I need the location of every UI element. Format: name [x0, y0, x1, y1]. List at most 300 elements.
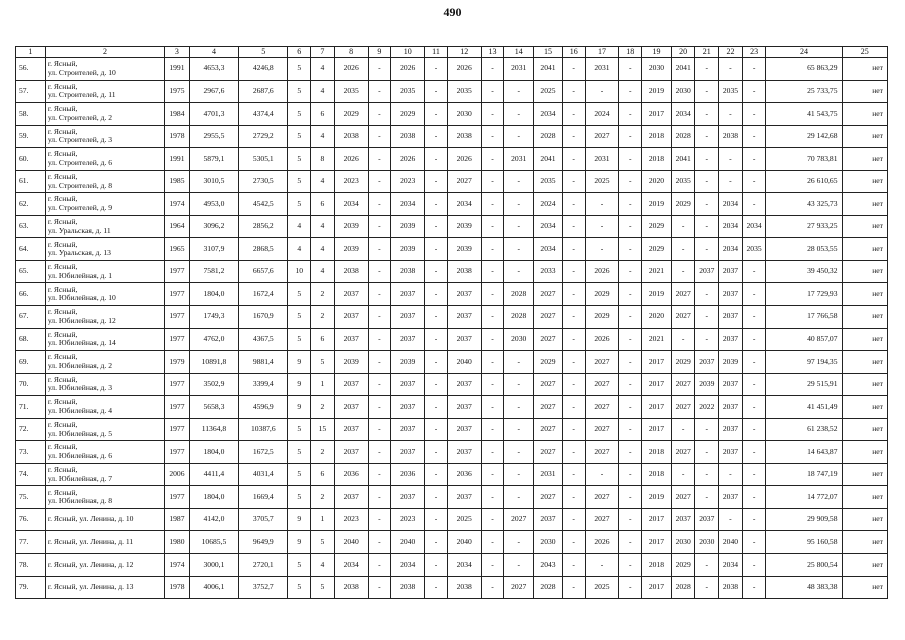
table-cell: 2039 — [447, 215, 481, 238]
table-cell: 2687,6 — [239, 80, 288, 103]
table-cell — [45, 373, 164, 396]
address-line: ул. Юбилейная, д. 8 — [47, 496, 112, 506]
table-cell: 2730,5 — [239, 170, 288, 193]
table-cell: - — [719, 103, 743, 126]
table-cell: 1978 — [165, 576, 190, 599]
table-cell: 65 863,29 — [766, 58, 842, 81]
table-cell: 3705,7 — [239, 508, 288, 531]
table-cell: 2027 — [534, 441, 563, 464]
table-cell: - — [562, 373, 585, 396]
table-cell: 2028 — [504, 283, 534, 306]
column-header: 21 — [695, 47, 719, 58]
table-cell: 2017 — [642, 508, 672, 531]
table-cell: 4 — [311, 260, 335, 283]
address-line: ул. Строителей, д. 8 — [47, 180, 113, 190]
table-cell: - — [425, 486, 448, 509]
table-cell: 1672,4 — [239, 283, 288, 306]
table-cell: 2039 — [391, 351, 425, 374]
table-cell: 2038 — [391, 125, 425, 148]
table-cell: 2035 — [334, 80, 368, 103]
table-cell: - — [619, 260, 642, 283]
address-line: ул. Строителей, д. 9 — [47, 203, 113, 213]
table-cell: 2037 — [719, 260, 743, 283]
table-cell: 4 — [311, 554, 335, 577]
column-header: 19 — [642, 47, 672, 58]
table-cell: 2868,5 — [239, 238, 288, 261]
table-cell: - — [425, 148, 448, 171]
table-cell: 62. — [16, 193, 46, 216]
table-cell: 2029 — [585, 306, 619, 329]
table-cell: - — [742, 306, 766, 329]
table-cell: 2037 — [719, 283, 743, 306]
table-cell: 68. — [16, 328, 46, 351]
table-cell: нет — [842, 508, 888, 531]
address-line: г. Ясный, — [47, 262, 78, 272]
table-cell: 1977 — [165, 306, 190, 329]
table-cell: - — [562, 351, 585, 374]
table-cell: - — [562, 260, 585, 283]
table-cell: 2025 — [534, 80, 563, 103]
table-cell: - — [671, 463, 695, 486]
table-cell: 2021 — [642, 328, 672, 351]
table-cell: 1669,4 — [239, 486, 288, 509]
table-cell: 2034 — [534, 238, 563, 261]
table-cell: 2029 — [642, 238, 672, 261]
table-cell: - — [481, 125, 504, 148]
table-cell: 43 325,73 — [766, 193, 842, 216]
table-cell: - — [368, 306, 391, 329]
table-cell: 5 — [288, 125, 311, 148]
table-cell: - — [695, 328, 719, 351]
table-cell: 2040 — [447, 531, 481, 554]
table-cell: нет — [842, 463, 888, 486]
table-cell: 1987 — [165, 508, 190, 531]
table-cell: 2 — [311, 441, 335, 464]
table-cell: 5 — [288, 283, 311, 306]
column-header: 23 — [742, 47, 766, 58]
table-cell: - — [695, 554, 719, 577]
table-cell: 63. — [16, 215, 46, 238]
table-cell: 2041 — [671, 148, 695, 171]
table-cell: 5 — [288, 170, 311, 193]
table-cell: - — [619, 103, 642, 126]
table-cell: 2037 — [391, 373, 425, 396]
table-cell: 28 053,55 — [766, 238, 842, 261]
table-cell: 9 — [288, 396, 311, 419]
table-cell: 2023 — [391, 508, 425, 531]
table-cell: 2018 — [642, 148, 672, 171]
table-cell: 2031 — [585, 58, 619, 81]
table-cell: 2028 — [534, 576, 563, 599]
table-cell: - — [562, 463, 585, 486]
table-cell: - — [695, 58, 719, 81]
table-cell: 73. — [16, 441, 46, 464]
table-cell: - — [481, 351, 504, 374]
table-cell: 95 160,58 — [766, 531, 842, 554]
table-cell: 2028 — [671, 576, 695, 599]
table-cell: нет — [842, 418, 888, 441]
table-cell: 25 733,75 — [766, 80, 842, 103]
table-cell: 2967,6 — [189, 80, 238, 103]
table-cell: - — [504, 238, 534, 261]
table-cell: - — [671, 418, 695, 441]
table-cell: 2027 — [585, 351, 619, 374]
table-row — [16, 80, 888, 103]
table-cell: - — [504, 463, 534, 486]
table-cell: 2024 — [585, 103, 619, 126]
table-cell: г. Ясный, ул. Ленина, д. 13 — [45, 576, 164, 599]
table-cell: 2037 — [534, 508, 563, 531]
table-row — [16, 215, 888, 238]
table-cell: 4953,0 — [189, 193, 238, 216]
table-cell: 2037 — [447, 373, 481, 396]
table-cell: 2038 — [447, 260, 481, 283]
table-cell: - — [425, 306, 448, 329]
table-cell: 2037 — [391, 486, 425, 509]
table-cell: - — [481, 396, 504, 419]
table-cell: - — [425, 441, 448, 464]
table-cell: 2037 — [719, 328, 743, 351]
table-row — [16, 148, 888, 171]
table-cell: 1977 — [165, 441, 190, 464]
table-cell: - — [695, 148, 719, 171]
table-cell: 1 — [311, 508, 335, 531]
table-cell: 2040 — [391, 531, 425, 554]
table-cell: нет — [842, 373, 888, 396]
table-cell: 4542,5 — [239, 193, 288, 216]
table-cell: нет — [842, 58, 888, 81]
address-line: ул. Строителей, д. 3 — [47, 135, 113, 145]
table-cell: - — [742, 373, 766, 396]
column-header: 22 — [719, 47, 743, 58]
table-cell: 4 — [288, 215, 311, 238]
table-cell: 2037 — [334, 373, 368, 396]
table-cell: 2030 — [695, 531, 719, 554]
table-cell: - — [481, 103, 504, 126]
table-cell: - — [481, 306, 504, 329]
table-cell: - — [425, 554, 448, 577]
table-cell: 1977 — [165, 328, 190, 351]
table-cell: 4 — [311, 80, 335, 103]
table-cell: 2017 — [642, 373, 672, 396]
table-cell: - — [585, 554, 619, 577]
table-cell: 2027 — [534, 373, 563, 396]
table-cell: 14 643,87 — [766, 441, 842, 464]
table-cell: - — [481, 58, 504, 81]
table-cell: 2038 — [447, 576, 481, 599]
table-cell: - — [425, 418, 448, 441]
table-cell: 67. — [16, 306, 46, 329]
table-cell: - — [562, 103, 585, 126]
table-cell: 1974 — [165, 554, 190, 577]
table-cell — [45, 396, 164, 419]
address-line: г. Ясный, — [47, 217, 78, 226]
table-cell: 2006 — [165, 463, 190, 486]
table-cell: 2017 — [642, 531, 672, 554]
address-line: ул. Юбилейная, д. 14 — [47, 338, 116, 348]
table-cell: 97 194,35 — [766, 351, 842, 374]
table-cell: - — [425, 396, 448, 419]
table-cell: 2027 — [671, 283, 695, 306]
table-cell: - — [742, 58, 766, 81]
table-cell: 2029 — [391, 103, 425, 126]
table-cell: - — [695, 418, 719, 441]
table-cell: 1 — [311, 373, 335, 396]
table-cell: 3010,5 — [189, 170, 238, 193]
table-cell: - — [368, 260, 391, 283]
table-row — [16, 418, 888, 441]
table-cell: - — [562, 215, 585, 238]
table-cell: 1977 — [165, 418, 190, 441]
table-cell: - — [562, 125, 585, 148]
table-cell: 2030 — [671, 80, 695, 103]
table-cell: нет — [842, 193, 888, 216]
table-cell: 2034 — [671, 103, 695, 126]
address-line: г. Ясный, — [47, 329, 78, 339]
table-cell: 1975 — [165, 80, 190, 103]
table-cell: 2020 — [642, 306, 672, 329]
table-cell: 2038 — [391, 576, 425, 599]
table-cell: - — [425, 170, 448, 193]
table-cell: - — [425, 238, 448, 261]
table-cell: - — [368, 463, 391, 486]
table-cell: - — [481, 193, 504, 216]
table-cell: г. Ясный, ул. Ленина, д. 12 — [45, 554, 164, 577]
address-line: ул. Юбилейная, д. 5 — [47, 428, 112, 438]
table-cell: - — [504, 418, 534, 441]
table-cell: - — [425, 576, 448, 599]
table-cell: 2037 — [334, 396, 368, 419]
column-header: 15 — [534, 47, 563, 58]
table-cell: 1977 — [165, 260, 190, 283]
address-line: ул. Юбилейная, д. 4 — [47, 405, 112, 415]
table-cell: 66. — [16, 283, 46, 306]
table-cell: 6 — [311, 193, 335, 216]
table-cell: 65. — [16, 260, 46, 283]
table-cell: 76. — [16, 508, 46, 531]
table-cell: 2027 — [585, 418, 619, 441]
table-cell: 9649,9 — [239, 531, 288, 554]
address-line: г. Ясный, — [47, 419, 78, 429]
table-cell: - — [619, 418, 642, 441]
table-cell: 17 729,93 — [766, 283, 842, 306]
table-cell: - — [619, 80, 642, 103]
table-cell — [45, 486, 164, 509]
table-cell: - — [742, 463, 766, 486]
table-cell: - — [585, 193, 619, 216]
table-row — [16, 396, 888, 419]
table-cell: 4653,3 — [189, 58, 238, 81]
table-cell: 2037 — [447, 283, 481, 306]
column-header: 1 — [16, 47, 46, 58]
table-cell: - — [619, 215, 642, 238]
table-cell: 2040 — [447, 351, 481, 374]
table-cell: нет — [842, 215, 888, 238]
column-header: 20 — [671, 47, 695, 58]
address-line: ул. Юбилейная, д. 7 — [47, 473, 112, 483]
table-cell: 1977 — [165, 373, 190, 396]
table-cell: - — [481, 328, 504, 351]
table-cell: 5 — [288, 486, 311, 509]
table-cell: - — [742, 418, 766, 441]
table-cell: 2 — [311, 396, 335, 419]
table-cell: 6 — [311, 103, 335, 126]
table-cell: - — [562, 306, 585, 329]
table-cell: 4 — [288, 238, 311, 261]
table-cell: 2729,2 — [239, 125, 288, 148]
column-header: 24 — [766, 47, 842, 58]
address-line: ул. Юбилейная, д. 12 — [47, 315, 116, 325]
table-cell: 2037 — [447, 486, 481, 509]
table-cell: 5 — [288, 193, 311, 216]
table-cell: 2037 — [391, 441, 425, 464]
table-cell: 2027 — [585, 508, 619, 531]
table-cell: 4762,0 — [189, 328, 238, 351]
table-cell: - — [742, 486, 766, 509]
table-cell: 2038 — [719, 125, 743, 148]
table-cell: 2031 — [534, 463, 563, 486]
table-cell: - — [481, 260, 504, 283]
table-cell: 2027 — [534, 328, 563, 351]
table-cell: 3000,1 — [189, 554, 238, 577]
table-row — [16, 441, 888, 464]
table-cell: 2027 — [585, 441, 619, 464]
table-cell: нет — [842, 351, 888, 374]
table-cell: 2023 — [334, 508, 368, 531]
table-cell: 5 — [288, 328, 311, 351]
table-cell: - — [425, 193, 448, 216]
table-cell: 2720,1 — [239, 554, 288, 577]
table-cell: 5305,1 — [239, 148, 288, 171]
table-cell: - — [695, 125, 719, 148]
address-line: ул. Юбилейная, д. 6 — [47, 451, 112, 461]
table-cell: 2031 — [504, 58, 534, 81]
table-cell: 7581,2 — [189, 260, 238, 283]
address-line: г. Ясный, — [47, 81, 78, 91]
table-cell: 60. — [16, 148, 46, 171]
table-cell: 5 — [288, 80, 311, 103]
table-cell: 2017 — [642, 396, 672, 419]
address-line: г. Ясный, — [47, 352, 78, 362]
table-cell: 2027 — [585, 396, 619, 419]
table-cell: 5658,3 — [189, 396, 238, 419]
table-cell: - — [481, 80, 504, 103]
table-cell: - — [742, 193, 766, 216]
table-cell: - — [619, 508, 642, 531]
table-cell: 4 — [311, 215, 335, 238]
table-cell: 2033 — [534, 260, 563, 283]
table-row — [16, 576, 888, 599]
table-cell: 2027 — [671, 373, 695, 396]
table-cell: 1977 — [165, 283, 190, 306]
table-cell: - — [742, 396, 766, 419]
table-row — [16, 531, 888, 554]
table-cell: - — [481, 215, 504, 238]
table-cell: - — [695, 238, 719, 261]
table-cell: 26 610,65 — [766, 170, 842, 193]
table-cell: 2037 — [334, 283, 368, 306]
table-cell: - — [481, 486, 504, 509]
table-cell: 48 383,38 — [766, 576, 842, 599]
table-cell: - — [671, 260, 695, 283]
table-cell: 2037 — [391, 396, 425, 419]
table-cell: - — [562, 396, 585, 419]
table-cell: 2029 — [642, 215, 672, 238]
table-cell: - — [481, 441, 504, 464]
table-cell: - — [671, 238, 695, 261]
table-cell: 5 — [288, 58, 311, 81]
table-cell: - — [368, 215, 391, 238]
table-cell: нет — [842, 441, 888, 464]
table-cell: 2017 — [642, 418, 672, 441]
table-cell: 9 — [288, 373, 311, 396]
table-cell: 29 515,91 — [766, 373, 842, 396]
column-header: 10 — [391, 47, 425, 58]
table-cell: - — [425, 463, 448, 486]
table-cell: 4006,1 — [189, 576, 238, 599]
table-cell: - — [742, 148, 766, 171]
table-cell: 2037 — [447, 306, 481, 329]
table-cell: 2037 — [391, 418, 425, 441]
table-cell: 4031,4 — [239, 463, 288, 486]
table-cell: 2021 — [642, 260, 672, 283]
table-cell: - — [368, 576, 391, 599]
table-cell: - — [742, 441, 766, 464]
column-header: 9 — [368, 47, 391, 58]
table-cell: нет — [842, 103, 888, 126]
table-cell: 2039 — [391, 215, 425, 238]
table-cell: 11364,8 — [189, 418, 238, 441]
table-cell: 2037 — [719, 373, 743, 396]
table-cell: - — [719, 148, 743, 171]
table-cell: 2029 — [671, 351, 695, 374]
table-cell: - — [562, 418, 585, 441]
table-cell: 4411,4 — [189, 463, 238, 486]
table-cell: 70 783,81 — [766, 148, 842, 171]
table-cell: 58. — [16, 103, 46, 126]
table-cell: 2034 — [334, 554, 368, 577]
table-cell: 5 — [311, 576, 335, 599]
table-cell: 2026 — [585, 531, 619, 554]
address-line: ул. Строителей, д. 6 — [47, 157, 113, 167]
table-cell: 10685,5 — [189, 531, 238, 554]
address-line: г. Ясный, — [47, 284, 78, 294]
table-cell: 1977 — [165, 486, 190, 509]
table-cell: 2 — [311, 306, 335, 329]
table-cell: - — [368, 441, 391, 464]
table-cell: 2034 — [719, 215, 743, 238]
table-cell: 2027 — [534, 306, 563, 329]
table-cell: 2 — [311, 486, 335, 509]
table-cell: - — [585, 80, 619, 103]
table-cell: нет — [842, 283, 888, 306]
table-cell: - — [619, 170, 642, 193]
table-cell: 1749,3 — [189, 306, 238, 329]
table-cell: 41 543,75 — [766, 103, 842, 126]
table-cell — [45, 125, 164, 148]
table-cell: 5 — [288, 441, 311, 464]
column-header: 17 — [585, 47, 619, 58]
table-cell: 9 — [288, 531, 311, 554]
table-cell: 2030 — [642, 58, 672, 81]
table-cell: 2031 — [585, 148, 619, 171]
table-cell: 2037 — [719, 418, 743, 441]
table-cell: - — [619, 328, 642, 351]
table-cell: 4 — [311, 58, 335, 81]
column-header: 13 — [481, 47, 504, 58]
table-cell: - — [562, 193, 585, 216]
table-cell: 2027 — [585, 373, 619, 396]
